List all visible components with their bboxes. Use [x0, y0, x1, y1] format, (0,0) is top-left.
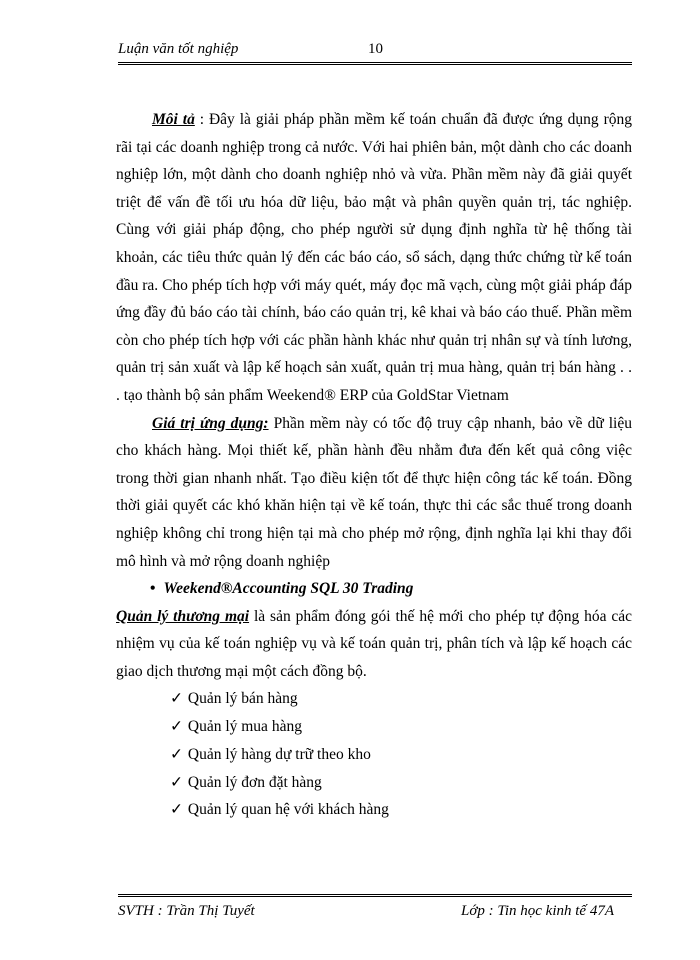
list-item	[170, 713, 632, 741]
list-item-text: Quản lý hàng dự trữ theo kho	[187, 745, 371, 763]
check-icon: ✓	[170, 718, 183, 736]
page-number: 10	[368, 41, 383, 57]
gia-tri-text: Phần mềm này có tốc độ truy cập nhanh, bảo về dữ liệu cho khách hàng. Mọi thiết kế, phần hành đều nhằm đưa đến kết quả công việc trong thời gian nhanh nhất. Tạo điều kiện tốt để thực hiện công tác kế toán. Đồng thời giải quyết các khó khăn hiện tại về kế toán, thực thi các sắc thuế trong doanh nghiệp không chỉ trong hiện tại mà cho phép mở rộng, định nghĩa lại khi thay đổi mô hình và mở rộng doanh nghiệp	[116, 414, 632, 570]
page-footer	[118, 894, 632, 920]
bullet-heading-text: Weekend®Accounting SQL 30 Trading	[163, 580, 414, 598]
paragraph-gia-tri	[116, 410, 632, 576]
list-item-text: Quản lý mua hàng	[187, 718, 302, 736]
check-icon: ✓	[170, 801, 183, 819]
page-header	[118, 38, 632, 65]
body-content	[116, 106, 632, 824]
paragraph-mo-ta	[116, 106, 632, 410]
mo-ta-label: Môi tả	[152, 111, 195, 128]
check-icon: ✓	[170, 773, 183, 791]
gia-tri-label: Giá trị ứng dụng:	[152, 414, 269, 432]
check-icon: ✓	[170, 690, 183, 708]
feature-checklist	[116, 685, 632, 824]
bullet-dot-icon: •	[150, 580, 156, 598]
list-item-text: Quản lý bán hàng	[187, 690, 298, 708]
list-item	[170, 741, 632, 769]
list-item	[170, 685, 632, 713]
footer-class: Lớp : Tin học kinh tế 47A	[461, 903, 614, 919]
list-item-text: Quản lý đơn đặt hàng	[187, 773, 322, 791]
list-item	[170, 769, 632, 797]
mo-ta-text: : Đây là giải pháp phần mềm kế toán chuẩn đã được ứng dụng rộng rãi tại các doanh nghiệp trong cả nước. Với hai phiên bản, một dành cho các doanh nghiệp lớn, một dành cho doanh nghiệp nhỏ và vừa. Phần mềm này đã giải quyết triệt để vấn đề tối ưu hóa dữ liệu, bảo mật và phân quyền quản trị, tác nghiệp. Cùng với giải pháp động, cho phép người sử dụng định nghĩa từ hệ thống tài khoản, các tiêu thức quản lý đến các báo cáo, sổ sách, dạng thức chứng từ kế toán đầu ra. Cho phép tích hợp với máy quét, máy đọc mã vạch, cùng một giải pháp đáp ứng đầy đủ báo cáo tài chính, báo cáo quản trị, kê khai và báo cáo thuế. Phần mềm còn cho phép tích hợp với các phần hành khác như quản trị nhân sự và tính lương, quản trị sản xuất và lập kế hoạch sản xuất, quản trị mua hàng, quản trị bán hàng . . . tạo thành bộ sản phẩm Weekend® ERP của GoldStar Vietnam	[116, 111, 632, 404]
list-item	[170, 796, 632, 824]
bullet-heading	[116, 575, 632, 603]
check-icon: ✓	[170, 745, 183, 763]
qltm-label: Quản lý thương mại	[116, 607, 250, 625]
qltm-text: là sản phẩm đóng gói thế hệ mới cho phép tự động hóa các nhiệm vụ của kế toán nghiệp vụ và kế toán quản trị, phân tích và lập kế hoạch các giao dịch thương mại một cách đồng bộ.	[116, 607, 632, 680]
paragraph-qltm	[116, 603, 632, 686]
footer-author: SVTH : Trần Thị Tuyết	[118, 903, 255, 919]
header-title: Luận văn tốt nghiệp	[118, 41, 239, 57]
list-item-text: Quản lý quan hệ với khách hàng	[187, 801, 389, 819]
